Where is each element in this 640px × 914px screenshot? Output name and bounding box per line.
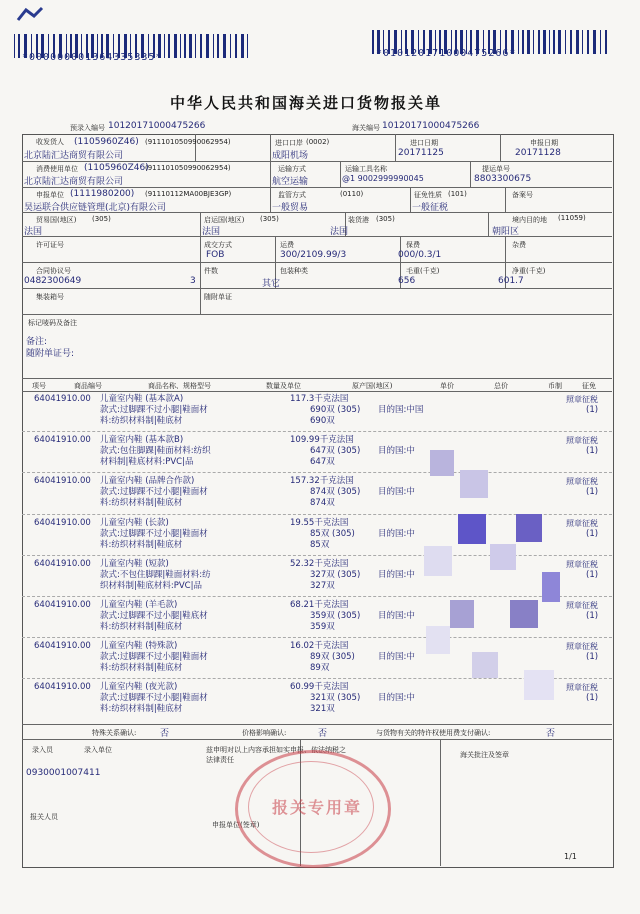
declare-date: 20171128 xyxy=(515,148,561,158)
stamp-text: 报关专用章 xyxy=(272,798,363,817)
goods-spec-2: 料:纺织材料制|鞋底材 xyxy=(100,663,183,674)
goods-code: 64041910.00 xyxy=(34,476,91,487)
barcode-bar xyxy=(600,30,601,54)
goods-qty-2: 690双 (305) xyxy=(310,405,361,415)
barcode-bar xyxy=(247,34,248,58)
contract-label: 合同协议号 xyxy=(36,267,71,275)
insurance-label: 保费 xyxy=(406,241,420,249)
goods-code: 64041910.00 xyxy=(34,682,91,693)
goods-levy: 照章征税 xyxy=(566,518,598,528)
transport: 航空运输 xyxy=(272,177,309,187)
goods-name: 儿童室内鞋 (基本款B) xyxy=(100,435,184,446)
goods-header-total: 总价 xyxy=(494,382,508,390)
goods-spec-1: 款式:过脚踝不过小腿|鞋面材 xyxy=(100,693,208,704)
goods-origin: 目的国:中 xyxy=(378,652,415,663)
net: 601.7 xyxy=(498,276,524,286)
gross-label: 毛重(千克) xyxy=(406,267,440,275)
misc-label: 杂费 xyxy=(512,241,526,249)
barcode-bar xyxy=(213,34,214,58)
goods-qty-3: 647双 xyxy=(310,457,335,468)
barcode-left-text: *000000001364335335* xyxy=(22,52,163,63)
goods-qty-3: 327双 xyxy=(310,580,335,591)
scan-mark xyxy=(16,6,44,24)
bill-label: 提运单号 xyxy=(482,165,510,173)
consumer-credit: (911101050990062954) xyxy=(145,164,231,172)
barcode-bar xyxy=(553,30,555,54)
entry-unit-label: 录入单位 xyxy=(84,746,112,754)
goods-origin: 目的国:中 xyxy=(378,611,415,621)
contract: 0482300649 xyxy=(24,276,82,286)
barcode-bar xyxy=(14,34,15,58)
origin-country-label: 启运国(地区) xyxy=(204,216,245,224)
goods-levy: 照章征税 xyxy=(566,642,598,652)
barcode-bar xyxy=(372,30,374,54)
goods-spec-2: 料:纺织材料制|鞋底材 xyxy=(100,539,183,550)
goods-spec-2: 料:纺织材料制|鞋底材 xyxy=(100,498,183,509)
goods-header-currency: 币制 xyxy=(548,382,562,390)
goods-qty-1: 109.99千克法国 xyxy=(290,435,354,446)
barcode-bar xyxy=(217,34,219,58)
barcode-bar xyxy=(549,30,550,54)
barcode-bar xyxy=(168,34,170,58)
barcode-bar xyxy=(582,30,583,54)
declarant-label: 申报单位 xyxy=(36,191,64,199)
port-name: 成阳机场 xyxy=(272,151,309,161)
goods-origin: 目的国:中 xyxy=(378,569,415,580)
entry-code: 0930001007411 xyxy=(26,768,101,778)
goods-header-name: 商品名称、规格型号 xyxy=(148,382,211,390)
customs-number-label: 海关编号 xyxy=(352,124,380,132)
barcode-bar xyxy=(543,30,546,54)
container-label: 集装箱号 xyxy=(36,293,64,301)
barcode-bar xyxy=(230,34,231,58)
goods-name: 儿童室内鞋 (夜光款) xyxy=(100,682,178,693)
goods-levy-code: (1) xyxy=(586,652,599,663)
statement: 兹申明对以上内容承担如实申报、依法纳税之 xyxy=(206,746,346,754)
declare-date-label: 申报日期 xyxy=(530,139,558,147)
barcode-bar xyxy=(576,30,579,54)
bill-no: 8803300675 xyxy=(474,174,532,184)
trade-country-code: (305) xyxy=(92,215,111,223)
barcode-right-text: *010120171000475266* xyxy=(376,48,517,59)
goods-levy: 照章征税 xyxy=(566,477,598,487)
declarant-code: (1111980200) xyxy=(70,189,135,199)
goods-spec-1: 款式:过脚踝不过小腿|鞋面材 xyxy=(100,405,208,415)
goods-qty-1: 52.32千克法国 xyxy=(290,558,349,569)
barcode-bar xyxy=(189,34,192,58)
consumer-code: (1105960Z46) xyxy=(84,163,149,173)
net-label: 净重(千克) xyxy=(512,267,546,275)
goods-qty-2: 359双 (305) xyxy=(310,611,361,621)
goods-origin: 目的国:中 xyxy=(378,487,415,498)
port-label: 进口口岸 xyxy=(275,139,303,147)
goods-qty-2: 647双 (305) xyxy=(310,446,361,457)
barcode-bar xyxy=(200,34,202,58)
goods-spec-1: 款式:过脚踝不过小腿|鞋面材 xyxy=(100,528,208,539)
barcode-bar xyxy=(522,30,524,54)
barcode-bar xyxy=(195,34,196,58)
freight: 300/2109.99/3 xyxy=(280,250,347,260)
special-relation-label: 特殊关系确认: xyxy=(92,729,137,737)
entry-person-label: 录入员 xyxy=(32,746,53,754)
goods-qty-3: 321双 xyxy=(310,704,335,715)
goods-levy-code: (1) xyxy=(586,487,599,498)
goods-header-origin: 原产国(地区) xyxy=(352,382,393,390)
barcode-bar xyxy=(538,30,540,54)
special-relation-value: 否 xyxy=(160,729,170,739)
pieces: 3 xyxy=(190,276,196,286)
pre-entry-label: 预录入编号 xyxy=(70,124,105,132)
goods-levy-code: (1) xyxy=(586,528,599,539)
goods-qty-3: 85双 xyxy=(310,539,330,550)
goods-origin: 目的国:中 xyxy=(378,446,415,457)
customs-note-label: 海关批注及签章 xyxy=(460,751,509,759)
barcode-bar xyxy=(527,30,530,54)
goods-code: 64041910.00 xyxy=(34,600,91,610)
declarant-name: 昊运联合供应链管理(北京)有限公司 xyxy=(24,203,167,213)
remark-label: 备注: xyxy=(26,337,48,347)
customs-number: 10120171000475266 xyxy=(382,121,480,131)
statement-2: 法律责任 xyxy=(206,756,234,764)
goods-qty-2: 89双 (305) xyxy=(310,652,355,663)
vehicle: @1 9002999990045 xyxy=(342,174,424,183)
related-label: 报关人员 xyxy=(30,813,58,821)
transit-port: 法国 xyxy=(330,227,349,237)
price-effect-value: 否 xyxy=(318,729,328,739)
goods-levy-code: (1) xyxy=(586,693,599,704)
trade-country: 法国 xyxy=(24,227,43,237)
goods-qty-2: 85双 (305) xyxy=(310,528,355,539)
goods-row-divider xyxy=(22,431,612,432)
consumer-label: 消费使用单位 xyxy=(36,165,78,173)
goods-qty-1: 60.99千克法国 xyxy=(290,682,349,693)
goods-levy-code: (1) xyxy=(586,611,599,621)
goods-spec-2: 料:纺织材料制|鞋底材 xyxy=(100,622,183,632)
barcode-bar xyxy=(18,34,20,58)
goods-name: 儿童室内鞋 (羊毛款) xyxy=(100,600,178,610)
royalty-value: 否 xyxy=(546,729,556,739)
pieces-label: 件数 xyxy=(204,267,218,275)
barcode-bar xyxy=(587,30,589,54)
barcode-bar xyxy=(593,30,596,54)
record-label: 备案号 xyxy=(512,191,533,199)
dest: 朝阳区 xyxy=(492,227,520,237)
deal-mode-label: 成交方式 xyxy=(204,241,232,249)
goods-code: 64041910.00 xyxy=(34,394,91,404)
vehicle-label: 运输工具名称 xyxy=(345,165,387,173)
goods-levy: 照章征税 xyxy=(566,559,598,569)
goods-origin: 目的国:中 xyxy=(378,693,415,704)
goods-qty-1: 117.3千克法国 xyxy=(290,394,349,404)
goods-code: 64041910.00 xyxy=(34,641,91,652)
package: 其它 xyxy=(262,279,281,289)
cert-label: 随附单证号: xyxy=(26,349,75,359)
goods-name: 儿童室内鞋 (长款) xyxy=(100,517,169,528)
goods-name: 儿童室内鞋 (短款) xyxy=(100,558,169,569)
supervision: 一般贸易 xyxy=(272,203,309,213)
goods-qty-1: 157.32千克法国 xyxy=(290,476,354,487)
goods-spec-2: 材料制|鞋底材料:PVC|品 xyxy=(100,457,194,468)
transit-port-label: 装货港 xyxy=(348,216,369,224)
consignee-name: 北京陆汇达商贸有限公司 xyxy=(24,151,124,161)
goods-qty-1: 19.55千克法国 xyxy=(290,517,349,528)
goods-spec-1: 款式:过脚踝不过小腿|鞋面材 xyxy=(100,652,208,663)
goods-qty-3: 690双 xyxy=(310,416,335,426)
supervision-label: 监管方式 xyxy=(278,191,306,199)
goods-qty-2: 874双 (305) xyxy=(310,487,361,498)
barcode-bar xyxy=(184,34,186,58)
goods-qty-3: 89双 xyxy=(310,663,330,674)
goods-qty-2: 327双 (305) xyxy=(310,569,361,580)
goods-qty-1: 16.02千克法国 xyxy=(290,641,349,652)
levy-code: (101) xyxy=(448,190,467,198)
dest-label: 境内目的地 xyxy=(512,216,547,224)
barcode-bar xyxy=(565,30,566,54)
goods-spec-2: 织材料制|鞋底材料:PVC|品 xyxy=(100,580,202,591)
consignee-credit: (911101050990062954) xyxy=(145,138,231,146)
goods-header-qty: 数量及单位 xyxy=(266,382,301,390)
goods-spec-1: 款式:过脚踝不过小腿|鞋面材 xyxy=(100,487,208,498)
insurance: 000/0.3/1 xyxy=(398,250,442,260)
marks-label: 标记唛码及备注 xyxy=(28,319,77,327)
goods-levy-code: (1) xyxy=(586,405,599,415)
goods-origin: 目的国:中 xyxy=(378,528,415,539)
trade-country-label: 贸易国(地区) xyxy=(36,216,77,224)
barcode-bar xyxy=(235,34,237,58)
license-label: 许可证号 xyxy=(36,241,64,249)
barcode-bar xyxy=(174,34,177,58)
goods-header-unit-price: 单价 xyxy=(440,382,454,390)
redacted-region xyxy=(420,440,560,730)
import-date: 20171125 xyxy=(398,148,444,158)
goods-qty-1: 68.21千克法国 xyxy=(290,600,349,610)
goods-code: 64041910.00 xyxy=(34,517,91,528)
goods-levy: 照章征税 xyxy=(566,436,598,446)
goods-spec-1: 款式:包住脚踝|鞋面材料:纺织 xyxy=(100,446,211,457)
barcode-bar xyxy=(558,30,561,54)
pre-entry-number: 10120171000475266 xyxy=(108,121,206,131)
dest-code: (11059) xyxy=(558,214,586,222)
origin-country: 法国 xyxy=(202,227,221,237)
goods-header-levy: 征免 xyxy=(582,382,596,390)
goods-qty-3: 874双 xyxy=(310,498,335,509)
page-number: 1/1 xyxy=(564,852,577,861)
goods-origin: 目的国:中国 xyxy=(378,405,424,415)
goods-code: 64041910.00 xyxy=(34,558,91,569)
levy: 一般征税 xyxy=(412,203,449,213)
goods-spec-1: 款式:不包住脚踝|鞋面材料:纺 xyxy=(100,569,211,580)
consignee-label: 收发货人 xyxy=(36,138,64,146)
barcode-bar xyxy=(533,30,534,54)
goods-name: 儿童室内鞋 (品牌合作款) xyxy=(100,476,195,487)
barcode-bar xyxy=(180,34,181,58)
goods-levy-code: (1) xyxy=(586,446,599,457)
barcode-bar xyxy=(223,34,226,58)
barcode-bar xyxy=(206,34,209,58)
royalty-label: 与货物有关的特许权使用费支付确认: xyxy=(376,729,491,737)
goods-header-code: 商品编号 xyxy=(74,382,102,390)
customs-stamp xyxy=(235,750,391,868)
barcode-bar xyxy=(570,30,572,54)
goods-qty-2: 321双 (305) xyxy=(310,693,361,704)
page-title: 中华人民共和国海关进口货物报关单 xyxy=(170,94,443,112)
goods-header-no: 项号 xyxy=(32,382,46,390)
deal-mode: FOB xyxy=(206,250,225,260)
barcode-bar xyxy=(518,30,519,54)
goods-levy-code: (1) xyxy=(586,569,599,580)
barcode-bar xyxy=(605,30,607,54)
package-label: 包装种类 xyxy=(280,267,308,275)
goods-name: 儿童室内鞋 (基本款A) xyxy=(100,394,184,404)
barcode-bar xyxy=(241,34,244,58)
gross: 656 xyxy=(398,276,416,286)
goods-code: 64041910.00 xyxy=(34,435,91,446)
goods-levy: 照章征税 xyxy=(566,601,598,610)
consumer-name: 北京陆汇达商贸有限公司 xyxy=(24,177,124,187)
goods-spec-2: 料:纺织材料制|鞋底材 xyxy=(100,416,183,426)
transit-port-code: (305) xyxy=(376,215,395,223)
goods-spec-1: 款式:过脚踝不过小腿|鞋底材 xyxy=(100,611,208,621)
sign-label: 申报单位(签章) xyxy=(212,821,260,829)
levy-label: 征免性质 xyxy=(414,191,442,199)
goods-qty-3: 359双 xyxy=(310,622,335,632)
barcode-bar xyxy=(164,34,165,58)
goods-levy: 照章征税 xyxy=(566,683,598,693)
freight-label: 运费 xyxy=(280,241,294,249)
price-effect-label: 价格影响确认: xyxy=(242,729,287,737)
goods-spec-2: 料:纺织材料制|鞋底材 xyxy=(100,704,183,715)
goods-name: 儿童室内鞋 (特殊款) xyxy=(100,641,178,652)
docs-label: 随附单证 xyxy=(204,293,232,301)
goods-levy: 照章征税 xyxy=(566,395,598,404)
consignee-code: (1105960Z46) xyxy=(74,137,139,147)
import-date-label: 进口日期 xyxy=(410,139,438,147)
transport-label: 运输方式 xyxy=(278,165,306,173)
supervision-code: (0110) xyxy=(340,190,364,198)
declarant-credit: (91110112MA00BJE3GP) xyxy=(145,190,232,198)
port-code: (0002) xyxy=(306,138,330,146)
origin-country-code: (305) xyxy=(260,215,279,223)
